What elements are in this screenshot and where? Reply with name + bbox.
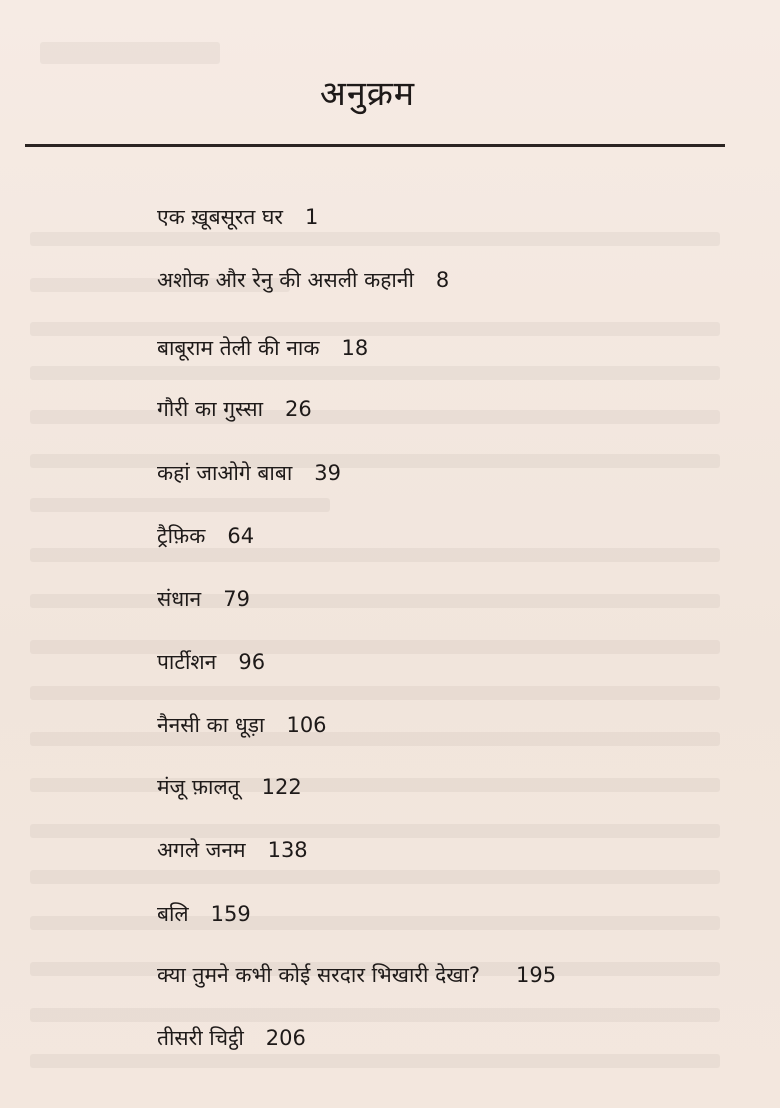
entry-title: मंजू फ़ालतू [157, 775, 240, 799]
entry-title: संधान [157, 587, 202, 611]
entry-title: एक ख़ूबसूरत घर [157, 205, 284, 229]
toc-entry [157, 900, 251, 928]
toc-entry [157, 585, 250, 613]
entry-page-number: 138 [267, 838, 308, 862]
toc-entry [157, 203, 318, 231]
entry-page-number: 159 [210, 902, 251, 926]
entry-page-number: 122 [261, 775, 302, 799]
toc-entry [157, 459, 341, 487]
entry-title: अशोक और रेनु की असली कहानी [157, 268, 414, 292]
entry-page-number: 195 [516, 963, 557, 987]
entry-title: गौरी का गुस्सा [157, 397, 264, 421]
toc-entry [157, 648, 265, 676]
page-title: अनुक्रम [319, 74, 416, 114]
entry-title: क्या तुमने कभी कोई सरदार भिखारी देखा? [157, 963, 481, 987]
entry-page-number: 26 [285, 397, 312, 421]
toc-entry [157, 395, 312, 423]
entry-title: बाबूराम तेली की नाक [157, 336, 320, 360]
entry-page-number: 79 [223, 587, 250, 611]
entry-page-number: 64 [227, 524, 255, 548]
entry-title: अगले जनम [157, 838, 246, 862]
entry-page-number: 96 [238, 650, 266, 674]
entry-page-number: 1 [305, 205, 319, 229]
entry-title: ट्रैफ़िक [157, 524, 206, 548]
toc-entry [157, 711, 327, 739]
toc-entry [157, 961, 556, 989]
toc-entry [157, 522, 254, 550]
entry-title: बलि [157, 902, 189, 926]
entry-page-number: 39 [314, 461, 341, 485]
toc-entry [157, 334, 368, 362]
toc-entry [157, 773, 302, 801]
toc-entry [157, 836, 308, 864]
entry-title: पार्टीशन [157, 650, 217, 674]
entry-title: नैनसी का धूड़ा [157, 713, 265, 737]
entry-page-number: 106 [286, 713, 327, 737]
title-divider [25, 144, 725, 147]
entry-page-number: 206 [265, 1026, 306, 1050]
entry-page-number: 18 [341, 336, 369, 360]
entry-title: तीसरी चिट्ठी [157, 1026, 244, 1050]
entry-page-number: 8 [435, 268, 450, 292]
toc-entry [157, 266, 449, 294]
toc-entry [157, 1024, 306, 1052]
entry-title: कहां जाओगे बाबा [157, 461, 293, 485]
